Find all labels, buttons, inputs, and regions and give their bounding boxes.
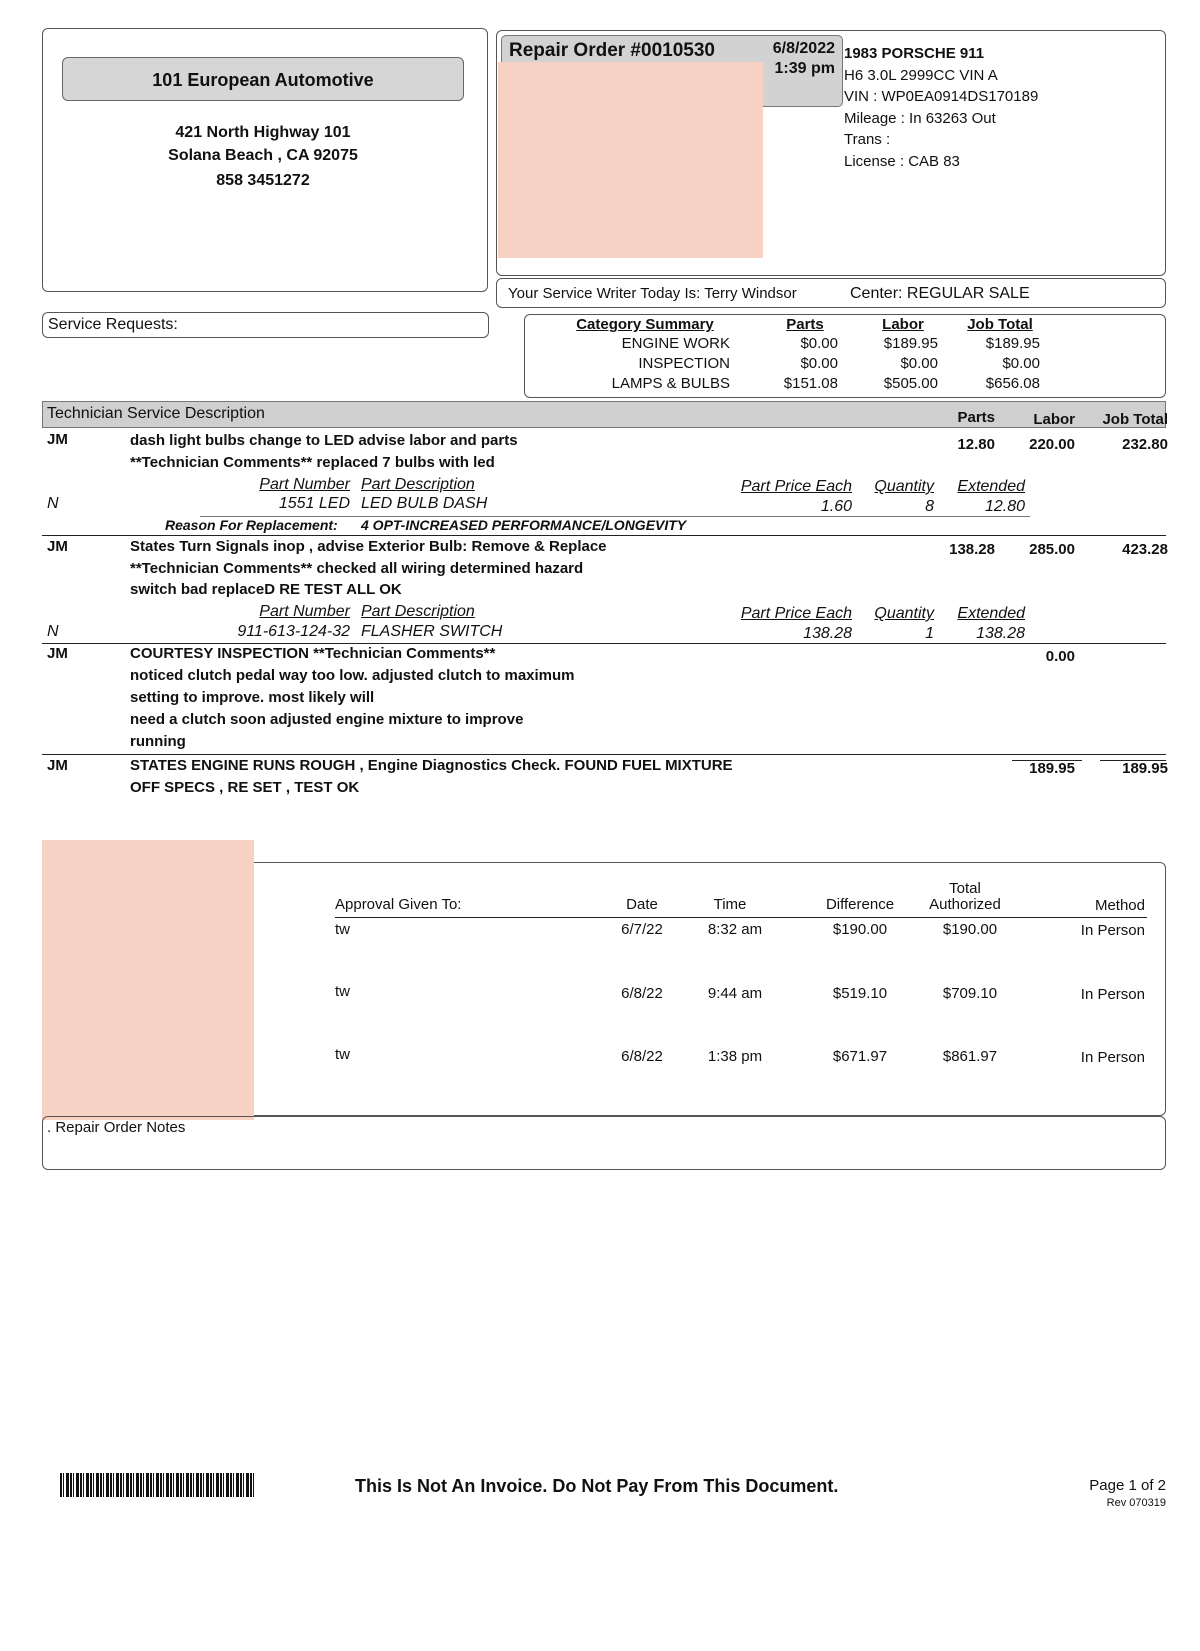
part-extended-header: Extended xyxy=(957,605,1025,622)
part-quantity-header: Quantity xyxy=(874,478,934,495)
reason-value: 4 OPT-INCREASED PERFORMANCE/LONGEVITY xyxy=(361,517,687,533)
part-extended-header: Extended xyxy=(957,478,1025,495)
job-line: dash light bulbs change to LED advise labor and parts xyxy=(130,432,518,449)
jobs-header-parts: Parts xyxy=(957,409,995,426)
approval-to: tw xyxy=(335,1046,350,1063)
part-price: 1.60 xyxy=(820,498,852,515)
approval-method-header: Method xyxy=(1094,897,1145,914)
category-total: $189.95 xyxy=(985,335,1040,352)
part-description: FLASHER SWITCH xyxy=(361,623,503,640)
part-quantity: 8 xyxy=(925,498,934,515)
job-total: 423.28 xyxy=(1122,541,1168,558)
job-labor: 189.95 xyxy=(1029,760,1075,777)
order-date: 6/8/2022 xyxy=(772,40,835,57)
part-number-header: Part Number xyxy=(259,603,350,620)
job-parts: 12.80 xyxy=(957,436,995,453)
approval-difference-header: Difference xyxy=(825,896,895,913)
approval-time: 1:38 pm xyxy=(707,1048,763,1065)
service-writer: Your Service Writer Today Is: Terry Windsor xyxy=(508,285,797,302)
not-invoice-disclaimer: This Is Not An Invoice. Do Not Pay From This Document. xyxy=(355,1476,839,1496)
order-time: 1:39 pm xyxy=(774,60,835,77)
approval-to: tw xyxy=(335,921,350,938)
job-labor: 285.00 xyxy=(1029,541,1075,558)
category-labor: $189.95 xyxy=(883,335,938,352)
approval-date: 6/7/22 xyxy=(621,921,663,938)
job-total: 232.80 xyxy=(1122,436,1168,453)
shop-phone: 858 3451272 xyxy=(216,172,310,189)
approval-time-header: Time xyxy=(713,896,747,913)
job-tech: JM xyxy=(47,431,68,448)
job-divider xyxy=(42,754,1166,755)
sale-center: Center: REGULAR SALE xyxy=(850,285,1030,302)
job-line: running xyxy=(130,733,186,750)
approval-method: In Person xyxy=(1080,922,1145,939)
approval-difference: $190.00 xyxy=(832,921,888,938)
job-line: COURTESY INSPECTION **Technician Comments** xyxy=(130,645,496,662)
job-total: 189.95 xyxy=(1122,760,1168,777)
category-parts: $0.00 xyxy=(800,355,838,372)
job-divider xyxy=(42,535,1166,536)
jobs-header-labor: Labor xyxy=(1033,411,1075,428)
category-labor: $505.00 xyxy=(883,375,938,392)
category-summary-header: Category Summary xyxy=(576,316,714,333)
job-tech: JM xyxy=(47,538,68,555)
page-number: Page 1 of 2 xyxy=(1089,1477,1166,1494)
category-labor: $0.00 xyxy=(900,355,938,372)
approval-total: $861.97 xyxy=(942,1048,998,1065)
part-flag: N xyxy=(47,623,59,640)
category-parts: $151.08 xyxy=(783,375,838,392)
redacted-signature-area xyxy=(42,840,254,1120)
job-line: switch bad replaceD RE TEST ALL OK xyxy=(130,581,402,598)
approval-date: 6/8/22 xyxy=(621,985,663,1002)
vehicle-license: License : CAB 83 xyxy=(844,153,960,170)
category-total: $656.08 xyxy=(985,375,1040,392)
total-underline xyxy=(1100,760,1166,761)
job-labor: 0.00 xyxy=(1045,648,1075,665)
part-number-header: Part Number xyxy=(259,476,350,493)
approval-total: $190.00 xyxy=(942,921,998,938)
shop-address-line1: 421 North Highway 101 xyxy=(175,124,351,141)
job-line: noticed clutch pedal way too low. adjusted clutch to maximum xyxy=(130,667,575,684)
part-extended: 12.80 xyxy=(984,498,1025,515)
part-quantity: 1 xyxy=(925,625,934,642)
job-line: setting to improve. most likely will xyxy=(130,689,375,706)
part-description-header: Part Description xyxy=(361,603,475,620)
job-line: STATES ENGINE RUNS ROUGH , Engine Diagnostics Check. FOUND FUEL MIXTURE xyxy=(130,757,733,774)
part-extended: 138.28 xyxy=(976,625,1025,642)
part-quantity-header: Quantity xyxy=(874,605,934,622)
vehicle-engine: H6 3.0L 2999CC VIN A xyxy=(844,67,998,84)
approval-time: 9:44 am xyxy=(707,985,763,1002)
job-line: OFF SPECS , RE SET , TEST OK xyxy=(130,779,360,796)
approval-date-header: Date xyxy=(626,896,658,913)
reason-label: Reason For Replacement: xyxy=(165,517,338,533)
category-name: LAMPS & BULBS xyxy=(611,375,730,392)
service-requests-label: Service Requests: xyxy=(48,316,178,333)
approval-to: tw xyxy=(335,983,350,1000)
labor-underline xyxy=(1012,760,1082,761)
job-divider xyxy=(42,643,1166,644)
job-line: **Technician Comments** replaced 7 bulbs with led xyxy=(130,454,495,471)
vehicle-mileage: Mileage : In 63263 Out xyxy=(844,110,996,127)
job-line: need a clutch soon adjusted engine mixture to improve xyxy=(130,711,524,728)
category-parts-header: Parts xyxy=(786,316,824,333)
order-title: Repair Order #0010530 xyxy=(509,40,715,61)
approval-difference: $671.97 xyxy=(832,1048,888,1065)
job-parts: 138.28 xyxy=(949,541,995,558)
part-description-header: Part Description xyxy=(361,476,475,493)
redacted-customer-info xyxy=(498,62,763,258)
approvals-header-rule xyxy=(335,917,1147,918)
part-price-header: Part Price Each xyxy=(740,605,852,622)
category-name: INSPECTION xyxy=(638,355,730,372)
jobs-header-total: Job Total xyxy=(1102,411,1168,428)
approval-authorized-header: Authorized xyxy=(929,896,1001,913)
part-number: 911-613-124-32 xyxy=(237,623,350,640)
vehicle-vin: VIN : WP0EA0914DS170189 xyxy=(844,88,1039,105)
approval-method: In Person xyxy=(1080,1049,1145,1066)
barcode xyxy=(60,1473,255,1497)
job-tech: JM xyxy=(47,757,68,774)
category-total: $0.00 xyxy=(1002,355,1040,372)
part-number: 1551 LED xyxy=(278,495,350,512)
job-tech: JM xyxy=(47,645,68,662)
jobs-header-description: Technician Service Description xyxy=(47,405,265,422)
part-description: LED BULB DASH xyxy=(361,495,488,512)
part-price-header: Part Price Each xyxy=(740,478,852,495)
part-price: 138.28 xyxy=(803,625,852,642)
approval-time: 8:32 am xyxy=(707,921,763,938)
approval-total: $709.10 xyxy=(942,985,998,1002)
approval-difference: $519.10 xyxy=(832,985,888,1002)
category-total-header: Job Total xyxy=(967,316,1033,333)
category-name: ENGINE WORK xyxy=(621,335,730,352)
job-labor: 220.00 xyxy=(1029,436,1075,453)
approval-method: In Person xyxy=(1080,986,1145,1003)
repair-order-notes-label: . Repair Order Notes xyxy=(47,1119,186,1136)
category-labor-header: Labor xyxy=(882,316,924,333)
revision: Rev 070319 xyxy=(1106,1497,1166,1509)
job-line: States Turn Signals inop , advise Exterior Bulb: Remove & Replace xyxy=(130,538,607,555)
vehicle-trans: Trans : xyxy=(844,131,891,148)
part-flag: N xyxy=(47,495,59,512)
vehicle-model: 1983 PORSCHE 911 xyxy=(844,45,985,62)
repair-order-notes-box xyxy=(42,1116,1166,1170)
approval-date: 6/8/22 xyxy=(621,1048,663,1065)
shop-address-line2: Solana Beach , CA 92075 xyxy=(168,147,358,164)
job-line: **Technician Comments** checked all wiring determined hazard xyxy=(130,560,584,577)
approval-given-to-header: Approval Given To: xyxy=(335,896,462,913)
shop-name: 101 European Automotive xyxy=(62,57,464,101)
category-parts: $0.00 xyxy=(800,335,838,352)
approval-total-header: Total xyxy=(949,880,981,897)
